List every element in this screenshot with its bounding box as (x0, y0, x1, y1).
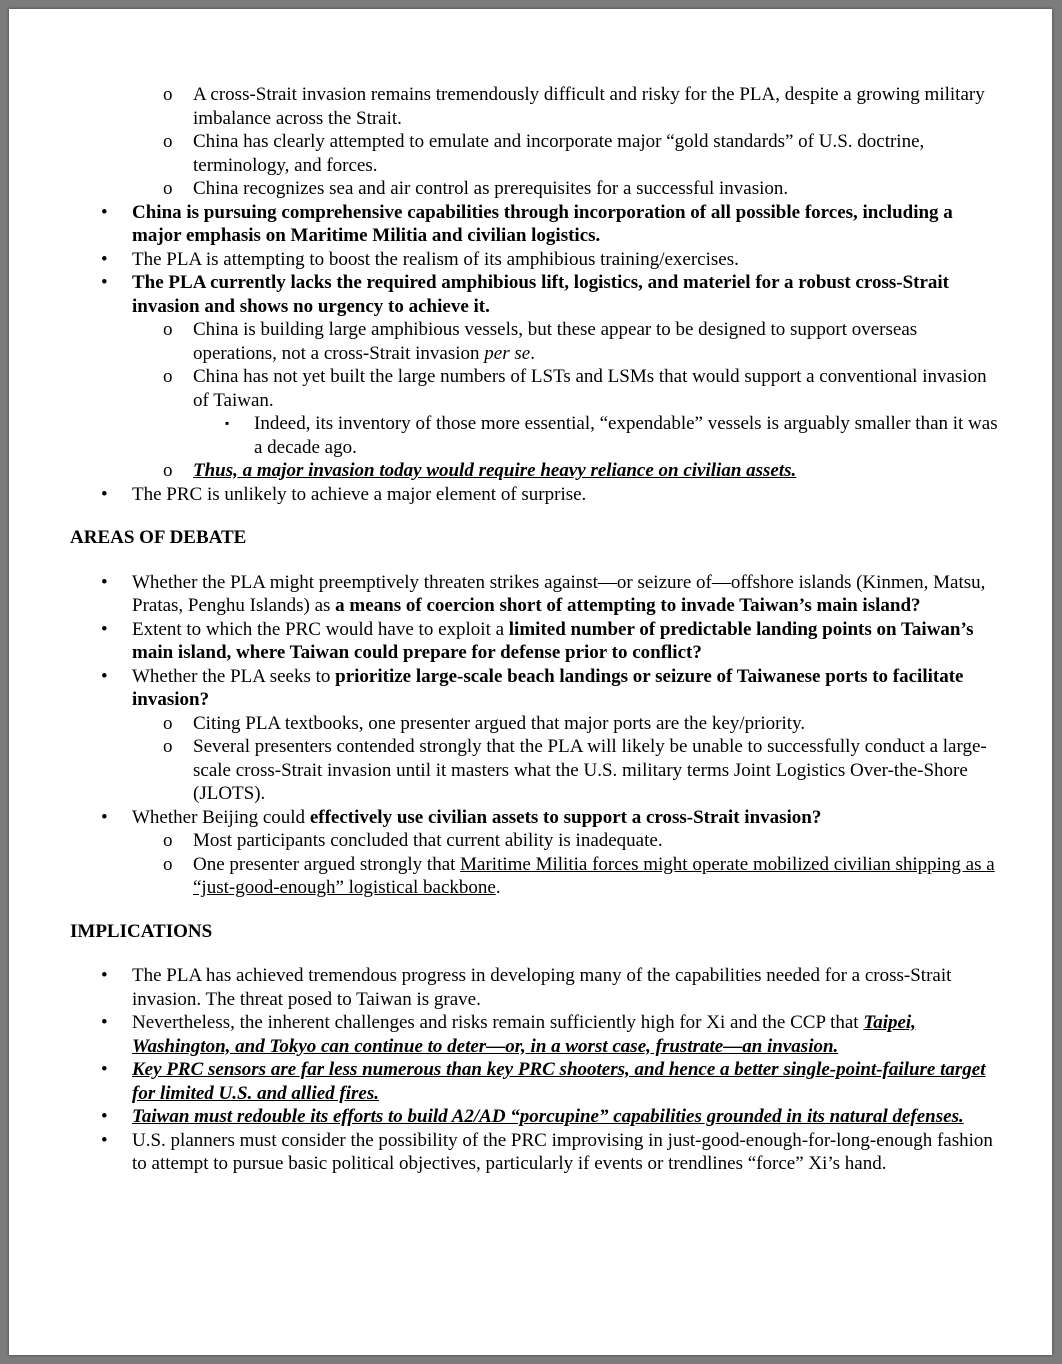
bullet-icon: • (101, 665, 108, 687)
list-item: • Taiwan must redouble its efforts to build A2/AD “porcupine” capabilities grounded in its natural defenses. (101, 1106, 964, 1127)
sublist (70, 412, 1000, 459)
list-item: • Whether Beijing could effectively use civilian assets to support a cross-Strait invasion? o Most participants concluded that current ability is inadequate. o One presenter argued strongly that Maritime Militia forces might operate mobilized civilian shipping as a “just-good-enough” logistical backbone. (70, 806, 1000, 900)
sublist (70, 712, 1000, 806)
list-item: o China recognizes sea and air control as prerequisites for a successful invasion. (163, 178, 789, 199)
bullet-icon: • (101, 1012, 108, 1033)
bullet-icon: • (101, 1059, 108, 1080)
list-item: o China has clearly attempted to emulate and incorporate major “gold standards” of U.S. doctrine, terminology, and forces. (163, 131, 925, 176)
list-item: o Thus, a major invasion today would require heavy reliance on civilian assets. (163, 460, 797, 481)
sublist (70, 829, 1000, 900)
circle-bullet-icon: o (163, 830, 173, 851)
page-content (70, 83, 1000, 1176)
list-item: o Citing PLA textbooks, one presenter argued that major ports are the key/priority. (163, 712, 806, 734)
circle-bullet-icon: o (163, 178, 173, 199)
list-item: • The PLA currently lacks the required amphibious lift, logistics, and materiel for a robust cross-Strait invasion and shows no urgency to achieve it. o China is building large amphibious vessels, but these appear to be designed to support overseas operations, not a cross-Strait invasion per se. o China has not yet built the large numbers of LSTs and LSMs that would support a conventional invasion of Taiwan. ▪ Indeed, its inventory of those more essential, “expendable” vessels is arguably smaller than it was a decade ago. o Thus, a major invasion today would require heavy reliance on civilian assets. (70, 271, 1000, 483)
section-heading-debate: AREAS OF DEBATE (70, 527, 247, 548)
circle-bullet-icon: o (163, 84, 173, 105)
list-item: o China is building large amphibious vessels, but these appear to be designed to support overseas operations, not a cross-Strait invasion per se. (163, 319, 918, 364)
bullet-icon: • (101, 483, 108, 505)
bullet-icon: • (101, 806, 108, 828)
circle-bullet-icon: o (163, 131, 173, 152)
square-bullet-icon: ▪ (225, 416, 230, 430)
list-item: o China has not yet built the large numbers of LSTs and LSMs that would support a conventional invasion of Taiwan. ▪ Indeed, its inventory of those more essential, “expendable” vessels is arguably smaller than it was a decade ago. (70, 365, 1000, 459)
bullet-icon: • (101, 1129, 108, 1151)
bullet-icon: • (101, 248, 108, 270)
section-heading-implications: IMPLICATIONS (70, 920, 213, 942)
document-page (9, 9, 1052, 1355)
list-item: • Whether the PLA might preemptively threaten strikes against—or seizure of—offshore islands (Kinmen, Matsu, Pratas, Penghu Islands) as a means of coercion short of attempting to invade Taiwan’s main island? (101, 571, 986, 616)
list-item: • U.S. planners must consider the possibility of the PRC improvising in just-good-enough-for-long-enough fashion to attempt to pursue basic political objectives, particularly if events or trendlines “force” Xi’s hand. (101, 1129, 993, 1174)
list-item: • China is pursuing comprehensive capabilities through incorporation of all possible forces, including a major emphasis on Maritime Militia and civilian logistics. (101, 201, 953, 246)
bullet-icon: • (101, 965, 108, 986)
circle-bullet-icon: o (163, 712, 173, 734)
continued-sublist (70, 83, 1000, 201)
list-item: o One presenter argued strongly that Maritime Militia forces might operate mobilized civilian shipping as a “just-good-enough” logistical backbone. (163, 853, 995, 898)
list-item: o Most participants concluded that current ability is inadequate. (163, 830, 663, 851)
bullet-icon: • (101, 571, 108, 593)
list-item: • The PRC is unlikely to achieve a major element of surprise. (101, 483, 587, 505)
circle-bullet-icon: o (163, 460, 173, 481)
list-item: • Key PRC sensors are far less numerous than key PRC shooters, and hence a better single-point-failure target for limited U.S. and allied fires. (101, 1059, 986, 1104)
bullet-icon: • (101, 201, 108, 223)
list-item: • Whether the PLA seeks to prioritize large-scale beach landings or seizure of Taiwanese ports to facilitate invasion? o Citing PLA textbooks, one presenter argued that major ports are the key/priority. o Several presenters contended strongly that the PLA will likely be unable to successfully conduct a large-scale cross-Strait invasion until it masters what the U.S. military terms Joint Logistics Over-the-Shore (JLOTS). (70, 665, 1000, 806)
list-item: o A cross-Strait invasion remains tremendously difficult and risky for the PLA, despite a growing military imbalance across the Strait. (163, 84, 985, 129)
circle-bullet-icon: o (163, 366, 173, 387)
list-item: • Extent to which the PRC would have to exploit a limited number of predictable landing points on Taiwan’s main island, where Taiwan could prepare for defense prior to conflict? (101, 618, 974, 663)
list-item: • Nevertheless, the inherent challenges and risks remain sufficiently high for Xi and the CCP that Taipei, Washington, and Tokyo can continue to deter—or, in a worst case, frustrate—an invasion. (101, 1012, 916, 1057)
bullet-icon: • (101, 272, 108, 293)
circle-bullet-icon: o (163, 736, 173, 757)
list-item: ▪ Indeed, its inventory of those more essential, “expendable” vessels is arguably smaller than it was a decade ago. (225, 413, 998, 458)
implications-list (70, 964, 1000, 1176)
findings-list (70, 201, 1000, 507)
list-item: o Several presenters contended strongly that the PLA will likely be unable to successfully conduct a large-scale cross-Strait invasion until it masters what the U.S. military terms Joint Logistics Over-the-Shore (JLOTS). (163, 736, 987, 804)
sublist (70, 318, 1000, 483)
list-item: • The PLA is attempting to boost the realism of its amphibious training/exercises. (101, 248, 739, 270)
bullet-icon: • (101, 618, 108, 640)
bullet-icon: • (101, 1106, 108, 1127)
circle-bullet-icon: o (163, 319, 173, 340)
circle-bullet-icon: o (163, 853, 173, 875)
list-item: • The PLA has achieved tremendous progress in developing many of the capabilities needed for a cross-Strait invasion. The threat posed to Taiwan is grave. (101, 965, 952, 1010)
debate-list (70, 571, 1000, 900)
